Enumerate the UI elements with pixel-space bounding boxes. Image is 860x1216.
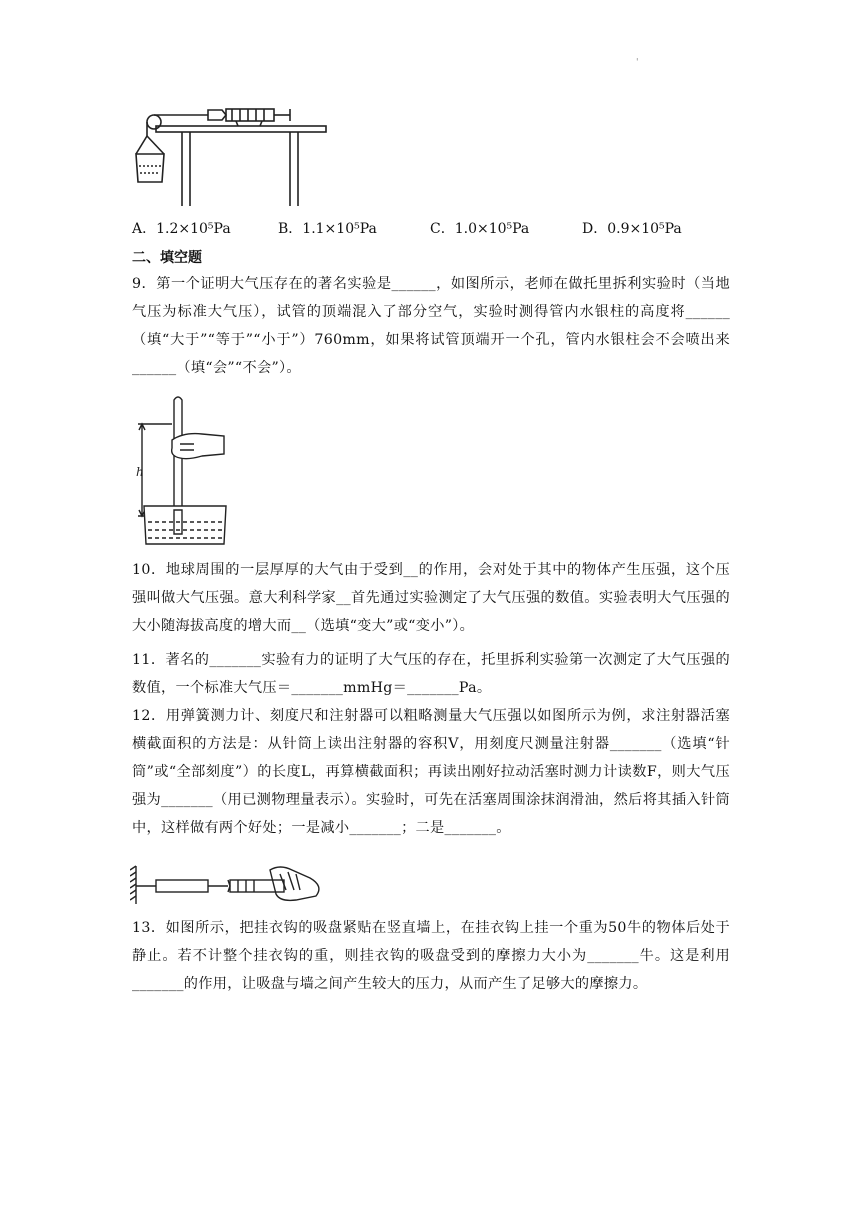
syringe-spring-figure <box>130 860 330 908</box>
height-label: h <box>136 465 144 479</box>
option-b: B．1.1×10⁵Pa <box>278 221 377 237</box>
q8-options <box>132 218 732 238</box>
question-10: 10．地球周围的一层厚厚的大气由于受到__的作用，会对处于其中的物体产生压强，这个压强叫做大气压强。意大利科学家__首先通过实验测定了大气压强的数值。实验表明大气压强的大小随海拔高度的增大而__（选填“变大”或“变小”）。 <box>132 562 730 634</box>
question-11: 11．著名的_______实验有力的证明了大气压的存在，托里拆利实验第一次测定了大气压强的数值，一个标准大气压＝_______mmHg＝_______Pa。 <box>132 652 730 696</box>
syringe-table-figure <box>130 96 330 208</box>
question-12: 12．用弹簧测力计、刻度尺和注射器可以粗略测量大气压强以如图所示为例，求注射器活塞横截面积的方法是：从针筒上读出注射器的容积V，用刻度尺测量注射器_______（选填“针筒”或“全部刻度”）的长度L，再算横截面积；再读出刚好拉动活塞时测力计读数F，则大气压强为_______（用已测物理量表示）。实验时，可先在活塞周围涂抹润滑油，然后将其插入针筒中，这样做有两个好处；一是减小_______；二是_______。 <box>132 708 730 836</box>
question-13: 13．如图所示，把挂衣钩的吸盘紧贴在竖直墙上，在挂衣钩上挂一个重为50牛的物体后处于静止。若不计整个挂衣钩的重，则挂衣钩的吸盘受到的摩擦力大小为_______牛。这是利用_______的作用，让吸盘与墙之间产生较大的压力，从而产生了足够大的摩擦力。 <box>132 920 730 992</box>
option-d: D．0.9×10⁵Pa <box>582 221 682 237</box>
torricelli-figure <box>132 394 252 550</box>
option-a: A．1.2×10⁵Pa <box>132 221 231 237</box>
option-c: C．1.0×10⁵Pa <box>430 221 530 237</box>
question-9: 9．第一个证明大气压存在的著名实验是______，如图所示，老师在做托里拆利实验时（当地气压为标准大气压），试管的顶端混入了部分空气，实验时测得管内水银柱的高度将______（填“大于”“等于”“小于”）760mm，如果将试管顶端开一个孔，管内水银柱会不会喷出来______（填“会”“不会”）。 <box>132 276 730 376</box>
header-mark: ' <box>636 58 639 68</box>
section-title: 二、填空题 <box>132 250 202 266</box>
